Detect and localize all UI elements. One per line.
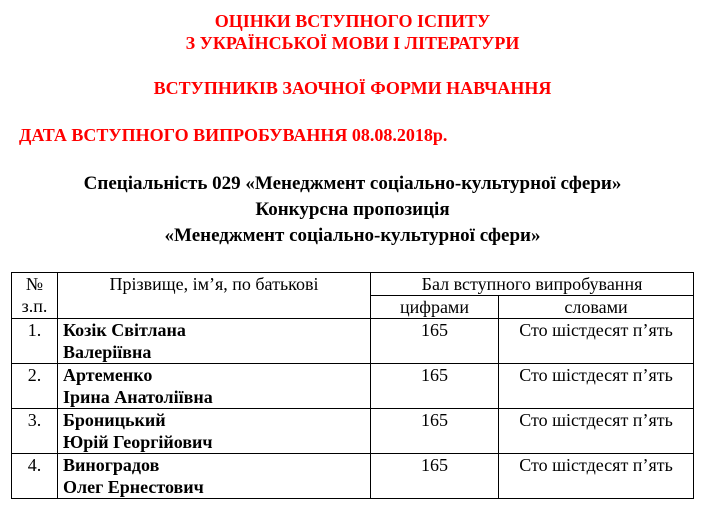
column-header-score: Бал вступного випробування [371, 273, 694, 296]
title-line-1: ОЦІНКИ ВСТУПНОГО ІСПИТУ [214, 11, 491, 31]
column-header-digits: цифрами [371, 296, 499, 319]
applicant-name-line1: Козік Світлана [63, 320, 186, 340]
applicant-name-line2: Юрій Георгійович [63, 432, 213, 452]
specialty-heading: Спеціальність 029 «Менеджмент соціально-культурної сфери» [83, 173, 622, 194]
row-number: 4. [12, 454, 58, 499]
scores-table [11, 272, 694, 499]
table-header-row [12, 273, 694, 296]
score-digits: 165 [371, 454, 499, 499]
score-digits: 165 [371, 319, 499, 364]
column-header-number-line2: з.п. [21, 296, 48, 316]
table-row [12, 454, 694, 499]
offer-label: Конкурсна пропозиція [255, 199, 450, 220]
applicant-name-line2: Валеріївна [63, 342, 152, 362]
table-row [12, 364, 694, 409]
applicant-name [58, 319, 371, 364]
applicant-name-line1: Броницький [63, 410, 166, 430]
column-header-name: Прізвище, ім’я, по батькові [58, 273, 371, 319]
score-words: Сто шістдесят п’ять [499, 364, 694, 409]
score-words: Сто шістдесят п’ять [499, 319, 694, 364]
applicant-name-line1: Виноградов [63, 455, 160, 475]
applicant-name-line2: Ірина Анатоліївна [63, 387, 213, 407]
applicant-name-line2: Олег Ернестович [63, 477, 204, 497]
title-line-3: ВСТУПНИКІВ ЗАОЧНОЇ ФОРМИ НАВЧАННЯ [153, 78, 552, 98]
score-words: Сто шістдесят п’ять [499, 409, 694, 454]
applicant-name [58, 409, 371, 454]
score-words: Сто шістдесят п’ять [499, 454, 694, 499]
column-header-words: словами [499, 296, 694, 319]
column-header-number [12, 273, 58, 319]
offer-name: «Менеджмент соціально-культурної сфери» [164, 225, 541, 246]
table-row [12, 319, 694, 364]
title-line-2: З УКРАЇНСЬКОЇ МОВИ І ЛІТЕРАТУРИ [185, 33, 520, 53]
row-number: 3. [12, 409, 58, 454]
applicant-name [58, 364, 371, 409]
row-number: 1. [12, 319, 58, 364]
exam-date: ДАТА ВСТУПНОГО ВИПРОБУВАННЯ 08.08.2018р. [19, 125, 448, 145]
score-digits: 165 [371, 409, 499, 454]
applicant-name-line1: Артеменко [63, 365, 153, 385]
applicant-name [58, 454, 371, 499]
score-digits: 165 [371, 364, 499, 409]
table-row [12, 409, 694, 454]
row-number: 2. [12, 364, 58, 409]
column-header-number-line1: № [25, 274, 44, 294]
